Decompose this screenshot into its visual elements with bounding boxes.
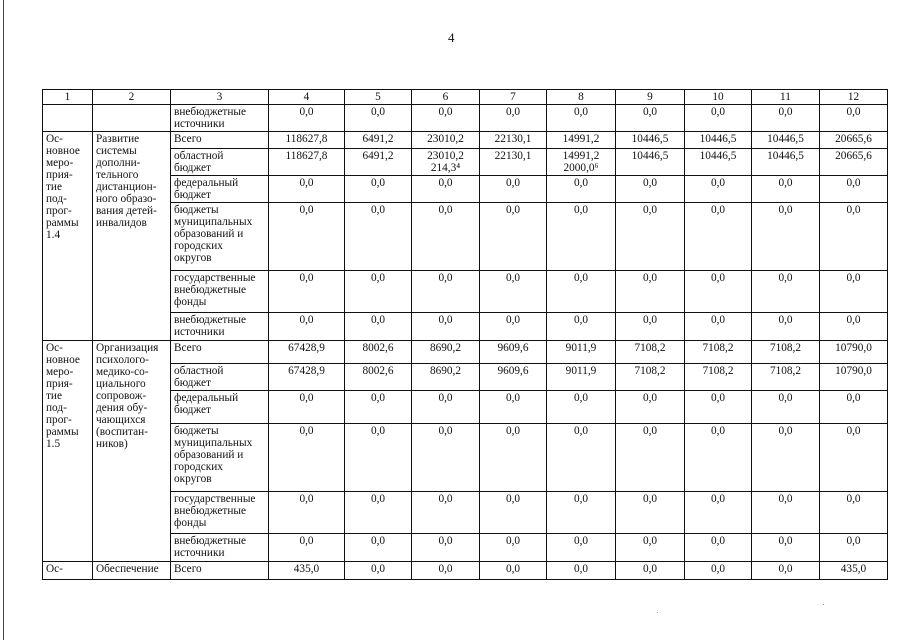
amount-cell: 8690,2 <box>412 341 480 364</box>
amount-cell: 0,0 <box>345 313 412 341</box>
amount-cell: 0,0 <box>616 105 685 132</box>
amount-cell: 10446,5 <box>685 132 752 149</box>
amount-cell: 0,0 <box>752 534 820 562</box>
amount-cell: 22130,1 <box>480 132 547 149</box>
amount-cell: 0,0 <box>480 313 547 341</box>
amount-cell: 0,0 <box>480 176 547 203</box>
amount-cell: 0,0 <box>685 203 752 271</box>
page-left-edge <box>3 0 4 640</box>
funding-source-cell: государственные внебюджетные фонды <box>171 492 269 534</box>
amount-cell: 0,0 <box>820 176 888 203</box>
amount-cell: 0,0 <box>547 176 616 203</box>
activity-code-cell <box>43 105 93 132</box>
amount-cell: 0,0 <box>412 203 480 271</box>
amount-cell: 0,0 <box>685 492 752 534</box>
amount-cell: 0,0 <box>752 424 820 492</box>
amount-cell: 20665,6 <box>820 149 888 176</box>
amount-cell: 0,0 <box>480 203 547 271</box>
amount-cell: 0,0 <box>547 105 616 132</box>
header-cell: 9 <box>616 90 685 105</box>
amount-cell: 0,0 <box>412 105 480 132</box>
amount-cell: 0,0 <box>269 176 345 203</box>
amount-cell: 0,0 <box>820 203 888 271</box>
amount-cell: 0,0 <box>345 203 412 271</box>
funding-source-cell: областной бюджет <box>171 364 269 391</box>
amount-cell: 0,0 <box>412 391 480 424</box>
amount-cell: 0,0 <box>616 313 685 341</box>
amount-cell: 0,0 <box>752 562 820 580</box>
amount-cell: 0,0 <box>685 313 752 341</box>
amount-cell: 14991,2 <box>547 132 616 149</box>
amount-cell: 0,0 <box>820 271 888 313</box>
header-cell: 5 <box>345 90 412 105</box>
header-row <box>43 90 888 105</box>
amount-cell: 0,0 <box>616 534 685 562</box>
activity-code-cell: Ос- <box>43 562 93 580</box>
amount-cell: 0,0 <box>820 391 888 424</box>
funding-source-cell: государственные внебюджетные фонды <box>171 271 269 313</box>
amount-cell: 0,0 <box>685 562 752 580</box>
amount-cell: 7108,2 <box>752 341 820 364</box>
amount-cell: 0,0 <box>752 105 820 132</box>
table-row <box>43 105 888 132</box>
amount-cell: 0,0 <box>345 562 412 580</box>
amount-cell: 0,0 <box>480 562 547 580</box>
header-cell: 3 <box>171 90 269 105</box>
table-row <box>43 341 888 364</box>
amount-cell: 0,0 <box>547 313 616 341</box>
amount-cell: 118627,8 <box>269 132 345 149</box>
amount-cell: 435,0 <box>820 562 888 580</box>
amount-cell: 0,0 <box>412 313 480 341</box>
amount-cell: 0,0 <box>480 534 547 562</box>
amount-cell: 0,0 <box>685 176 752 203</box>
funding-source-cell: Всего <box>171 341 269 364</box>
amount-cell: 0,0 <box>547 562 616 580</box>
amount-cell: 0,0 <box>412 424 480 492</box>
amount-cell: 14991,2 2000,0⁶ <box>547 149 616 176</box>
scan-speck <box>823 604 824 605</box>
funding-source-cell: внебюджетные источники <box>171 534 269 562</box>
funding-source-cell: областной бюджет <box>171 149 269 176</box>
amount-cell: 0,0 <box>345 271 412 313</box>
amount-cell: 0,0 <box>752 176 820 203</box>
header-cell: 12 <box>820 90 888 105</box>
amount-cell: 0,0 <box>412 492 480 534</box>
activity-code-cell: Ос- новное меро- прия- тие под- прог- раммы 1.5 <box>43 341 93 562</box>
amount-cell: 0,0 <box>269 313 345 341</box>
header-cell: 8 <box>547 90 616 105</box>
amount-cell: 0,0 <box>752 492 820 534</box>
amount-cell: 6491,2 <box>345 149 412 176</box>
amount-cell: 118627,8 <box>269 149 345 176</box>
amount-cell: 0,0 <box>269 105 345 132</box>
amount-cell: 8690,2 <box>412 364 480 391</box>
activity-name-cell: Организация психолого- медико-со- циального сопровож- дения обу- чающихся (воспитан- ников) <box>93 341 171 562</box>
amount-cell: 0,0 <box>269 391 345 424</box>
header-cell: 1 <box>43 90 93 105</box>
amount-cell: 0,0 <box>685 271 752 313</box>
activity-name-cell: Развитие системы дополни- тельного дистанцион- ного образо- вания детей- инвалидов <box>93 132 171 341</box>
amount-cell: 0,0 <box>752 203 820 271</box>
amount-cell: 23010,2 <box>412 132 480 149</box>
amount-cell: 0,0 <box>752 391 820 424</box>
amount-cell: 23010,2 214,3⁴ <box>412 149 480 176</box>
amount-cell: 0,0 <box>547 534 616 562</box>
amount-cell: 0,0 <box>345 105 412 132</box>
funding-source-cell: федеральный бюджет <box>171 176 269 203</box>
amount-cell: 0,0 <box>616 203 685 271</box>
amount-cell: 9011,9 <box>547 341 616 364</box>
amount-cell: 20665,6 <box>820 132 888 149</box>
amount-cell: 0,0 <box>480 105 547 132</box>
header-cell: 6 <box>412 90 480 105</box>
amount-cell: 435,0 <box>269 562 345 580</box>
amount-cell: 67428,9 <box>269 341 345 364</box>
activity-name-cell <box>93 105 171 132</box>
amount-cell: 0,0 <box>616 424 685 492</box>
amount-cell: 0,0 <box>269 203 345 271</box>
amount-cell: 9609,6 <box>480 341 547 364</box>
amount-cell: 0,0 <box>480 391 547 424</box>
amount-cell: 7108,2 <box>685 341 752 364</box>
page-number: 4 <box>448 30 455 45</box>
amount-cell: 0,0 <box>547 492 616 534</box>
amount-cell: 0,0 <box>685 105 752 132</box>
funding-source-cell: федеральный бюджет <box>171 391 269 424</box>
amount-cell: 0,0 <box>345 492 412 534</box>
amount-cell: 0,0 <box>820 313 888 341</box>
amount-cell: 6491,2 <box>345 132 412 149</box>
amount-cell: 7108,2 <box>616 364 685 391</box>
amount-cell: 0,0 <box>480 424 547 492</box>
header-cell: 2 <box>93 90 171 105</box>
header-cell: 11 <box>752 90 820 105</box>
amount-cell: 8002,6 <box>345 341 412 364</box>
amount-cell: 7108,2 <box>685 364 752 391</box>
amount-cell: 7108,2 <box>616 341 685 364</box>
amount-cell: 22130,1 <box>480 149 547 176</box>
amount-cell: 10446,5 <box>616 132 685 149</box>
amount-cell: 10446,5 <box>752 149 820 176</box>
amount-cell: 0,0 <box>345 176 412 203</box>
amount-cell: 0,0 <box>412 562 480 580</box>
amount-cell: 10790,0 <box>820 341 888 364</box>
amount-cell: 0,0 <box>345 424 412 492</box>
amount-cell: 0,0 <box>616 492 685 534</box>
activity-code-cell: Ос- новное меро- прия- тие под- прог- раммы 1.4 <box>43 132 93 341</box>
amount-cell: 0,0 <box>752 271 820 313</box>
amount-cell: 0,0 <box>269 534 345 562</box>
amount-cell: 0,0 <box>685 391 752 424</box>
amount-cell: 0,0 <box>547 424 616 492</box>
amount-cell: 0,0 <box>820 105 888 132</box>
amount-cell: 0,0 <box>616 176 685 203</box>
amount-cell: 0,0 <box>820 534 888 562</box>
amount-cell: 0,0 <box>685 534 752 562</box>
amount-cell: 0,0 <box>345 391 412 424</box>
amount-cell: 0,0 <box>345 534 412 562</box>
table-row <box>43 132 888 149</box>
amount-cell: 9609,6 <box>480 364 547 391</box>
amount-cell: 0,0 <box>269 492 345 534</box>
budget-table <box>42 89 888 580</box>
amount-cell: 0,0 <box>480 271 547 313</box>
amount-cell: 0,0 <box>752 313 820 341</box>
amount-cell: 10446,5 <box>685 149 752 176</box>
amount-cell: 0,0 <box>685 424 752 492</box>
amount-cell: 10790,0 <box>820 364 888 391</box>
amount-cell: 0,0 <box>547 391 616 424</box>
funding-source-cell: внебюджетные источники <box>171 105 269 132</box>
header-cell: 4 <box>269 90 345 105</box>
table-row <box>43 562 888 580</box>
amount-cell: 9011,9 <box>547 364 616 391</box>
amount-cell: 0,0 <box>547 203 616 271</box>
amount-cell: 0,0 <box>269 424 345 492</box>
amount-cell: 0,0 <box>616 271 685 313</box>
activity-name-cell: Обеспечение <box>93 562 171 580</box>
amount-cell: 0,0 <box>412 176 480 203</box>
amount-cell: 0,0 <box>269 271 345 313</box>
scan-speck <box>657 612 658 613</box>
funding-source-cell: внебюджетные источники <box>171 313 269 341</box>
amount-cell: 10446,5 <box>752 132 820 149</box>
amount-cell: 0,0 <box>820 492 888 534</box>
funding-source-cell: Всего <box>171 562 269 580</box>
amount-cell: 0,0 <box>480 492 547 534</box>
funding-source-cell: бюджеты муниципальных образований и городских округов <box>171 203 269 271</box>
amount-cell: 7108,2 <box>752 364 820 391</box>
amount-cell: 8002,6 <box>345 364 412 391</box>
amount-cell: 0,0 <box>616 391 685 424</box>
funding-source-cell: Всего <box>171 132 269 149</box>
amount-cell: 0,0 <box>616 562 685 580</box>
amount-cell: 10446,5 <box>616 149 685 176</box>
amount-cell: 0,0 <box>820 424 888 492</box>
amount-cell: 0,0 <box>547 271 616 313</box>
amount-cell: 0,0 <box>412 534 480 562</box>
header-cell: 10 <box>685 90 752 105</box>
amount-cell: 0,0 <box>412 271 480 313</box>
amount-cell: 67428,9 <box>269 364 345 391</box>
funding-source-cell: бюджеты муниципальных образований и городских округов <box>171 424 269 492</box>
header-cell: 7 <box>480 90 547 105</box>
